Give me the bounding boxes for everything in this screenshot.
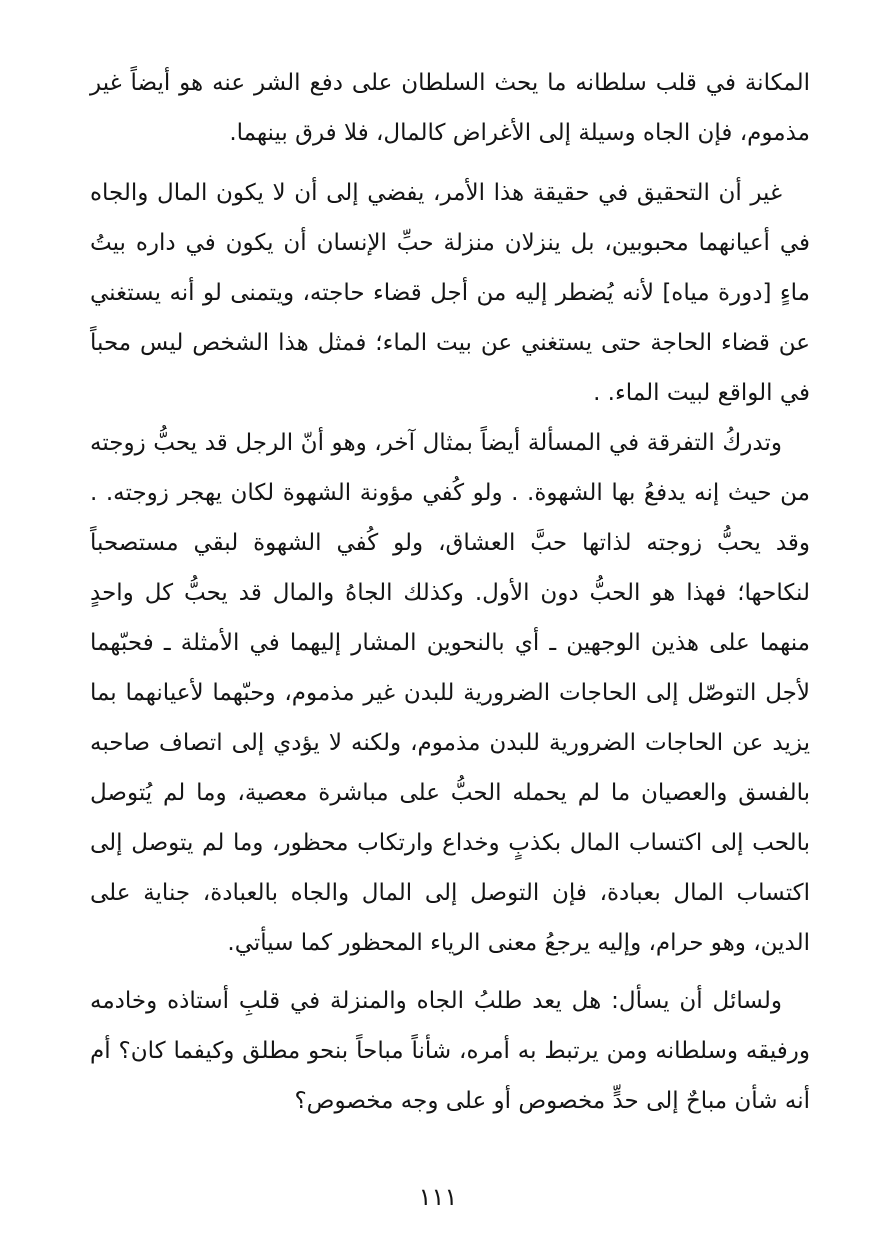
paragraph-1: المكانة في قلب سلطانه ما يحث السلطان على دفع الشر عنه هو أيضاً غير مذموم، فإن الجاه وسيلة إلى الأغراض كالمال، فلا فرق بينهما. [90,70,810,146]
paragraph-3: وتدركُ التفرقة في المسألة أيضاً بمثال آخر، وهو أنّ الرجل قد يحبُّ زوجته من حيث إنه يدفعُ بها الشهوة. . ولو كُفي مؤونة الشهوة لكان يهجر زوجته. . وقد يحبُّ زوجته لذاتها حبَّ العشاق، ولو كُفي الشهوة لبقي مستصحباً لنكاحها؛ فهذا هو الحبُّ دون الأول. وكذلك الجاهُ والمال قد يحبُّ كل واحدٍ منهما على هذين الوجهين ـ أي بالنحوين المشار إليهما في الأمثلة ـ فحبّهما لأجل التوصّل إلى الحاجات الضرورية للبدن غير مذموم، وحبّهما لأعيانهما بما يزيد عن الحاجات الضرورية للبدن مذموم، ولكنه لا يؤدي إلى اتصاف صاحبه بالفسق والعصيان ما لم يحمله الحبُّ على مباشرة معصية، وما لم يُتوصل بالحب إلى اكتساب المال بكذبٍ وخداع وارتكاب محظور، وما لم يتوصل إلى اكتساب المال بعبادة، فإن التوصل إلى المال والجاه بالعبادة، جناية على الدين، وهو حرام، وإليه يرجعُ معنى الرياء المحظور كما سيأتي. [90,430,810,956]
paragraph-2: غير أن التحقيق في حقيقة هذا الأمر، يفضي إلى أن لا يكون المال والجاه في أعيانهما محبوبين، بل ينزلان منزلة حبِّ الإنسان أن يكون في داره بيتُ ماءٍ [دورة مياه] لأنه يُضطر إليه من أجل قضاء حاجته، ويتمنى لو أنه يستغني عن قضاء الحاجة حتى يستغني عن بيت الماء؛ فمثل هذا الشخص ليس محباً في الواقع لبيت الماء. . [90,180,810,406]
page-body [90,58,810,1126]
paragraph-4: ولسائل أن يسأل: هل يعد طلبُ الجاه والمنزلة في قلبِ أستاذه وخادمه ورفيقه وسلطانه ومن يرتبط به أمره، شأناً مباحاً بنحو مطلق وكيفما كان؟ أم أنه شأن مباحٌ إلى حدٍّ مخصوص أو على وجه مخصوص؟ [90,988,810,1114]
page-number: ١١١ [418,1183,458,1211]
